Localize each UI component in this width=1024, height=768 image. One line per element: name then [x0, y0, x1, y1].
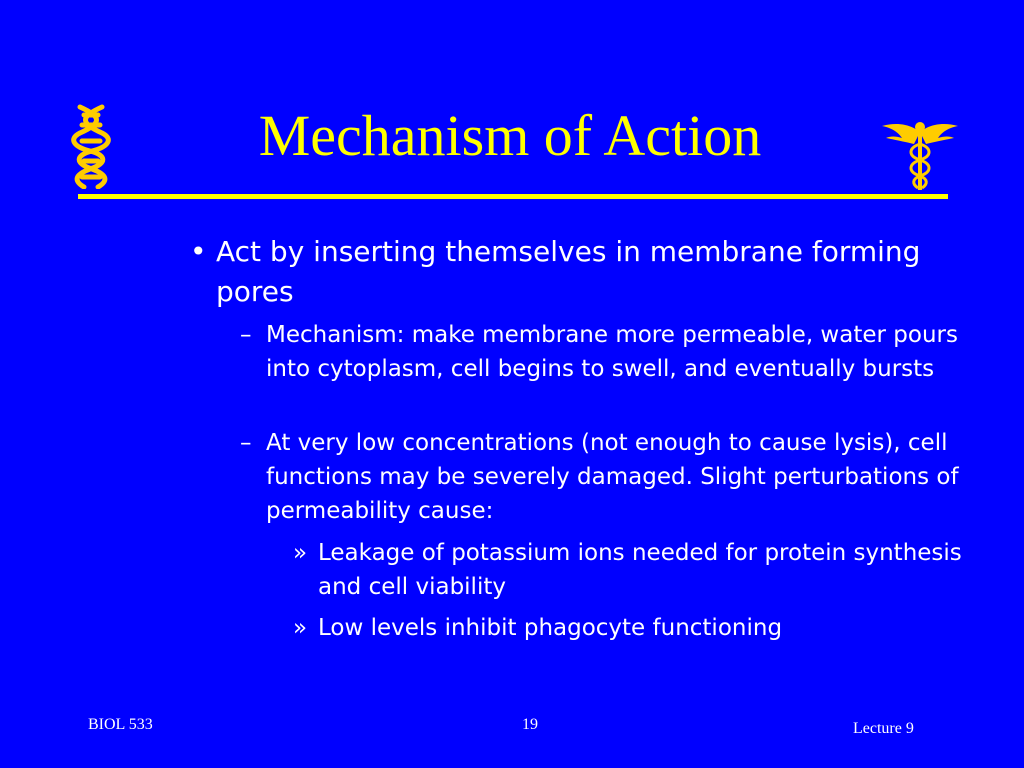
bullet-text: Act by inserting themselves in membrane forming pores	[216, 235, 921, 308]
bullet-marker: •	[190, 235, 207, 268]
dash-marker: –	[240, 322, 252, 348]
sub-item-text: At very low concentrations (not enough to cause lysis), cell functions may be severely damaged. Slight perturbations of permeability cause:	[266, 430, 959, 524]
chevron-marker: »	[293, 615, 308, 641]
sub-item-text: Mechanism: make membrane more permeable, water pours into cytoplasm, cell begins to swell, and eventually bursts	[266, 322, 958, 382]
subsub-item	[293, 611, 983, 645]
slide-title: Mechanism of Action	[258, 103, 762, 168]
sub-item	[240, 426, 990, 528]
footer-page-number: 19	[522, 716, 538, 733]
sub-item	[240, 318, 990, 386]
subsub-item-text: Leakage of potassium ions needed for protein synthesis and cell viability	[318, 540, 962, 600]
footer-course: BIOL 533	[88, 716, 153, 733]
footer-lecture: Lecture 9	[853, 720, 914, 737]
dash-marker: –	[240, 430, 252, 456]
subsub-item-text: Low levels inhibit phagocyte functioning	[318, 615, 783, 641]
bullet-item	[190, 232, 980, 312]
chevron-marker: »	[293, 540, 308, 566]
subsub-item	[293, 536, 983, 604]
